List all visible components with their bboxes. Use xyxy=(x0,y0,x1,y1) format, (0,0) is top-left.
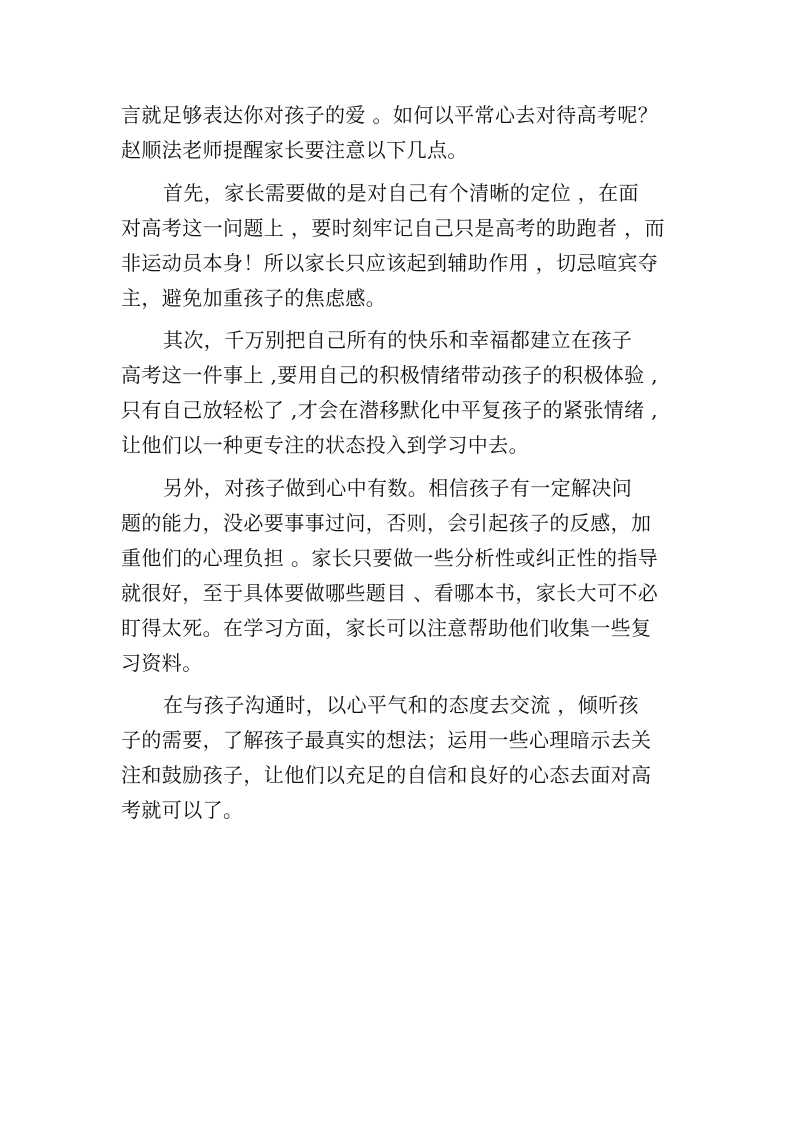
text-line: 在与孩子沟通时，以心平气和的态度去交流 ，倾听孩 xyxy=(163,693,639,717)
text-line: 重他们的心理负担 。家长只要做一些分析性或纠正性的指导 xyxy=(121,545,659,570)
paragraph-1 xyxy=(121,98,669,168)
paragraph-2 xyxy=(121,176,669,316)
text-line: 言就足够表达你对孩子的爱 。如何以平常心去对待高考呢？ xyxy=(121,103,659,127)
text-line: 只有自己放轻松了 ,才会在潜移默化中平复孩子的紧张情绪 , xyxy=(121,398,659,422)
text-line: 就很好，至于具体要做哪些题目 、看哪本书，家长大可不必 xyxy=(121,580,659,605)
text-line: 非运动员本身！所以家长只应该起到辅助作用 ，切忌喧宾夺 xyxy=(121,250,659,275)
paragraph-3 xyxy=(121,323,669,463)
text-line: 对高考这一问题上 ，要时刻牢记自己只是高考的助跑者 ，而 xyxy=(121,215,665,240)
document-body xyxy=(121,98,669,828)
text-line: 赵顺法老师提醒家长要注意以下几点。 xyxy=(121,138,468,162)
text-line: 习资料。 xyxy=(121,650,203,675)
text-line: 另外，对孩子做到心中有数。相信孩子有一定解决问 xyxy=(163,475,633,500)
text-line: 题的能力，没必要事事过问，否则，会引起孩子的反感，加 xyxy=(121,510,652,535)
text-line: 注和鼓励孩子，让他们以充足的自信和良好的心态去面对高 xyxy=(121,763,652,787)
text-line: 主，避免加重孩子的焦虑感。 xyxy=(121,285,387,310)
text-line: 让他们以一种更专注的状态投入到学习中去。 xyxy=(121,433,529,457)
text-line: 考就可以了。 xyxy=(121,798,244,822)
text-line: 子的需要，了解孩子最真实的想法；运用一些心理暗示去关 xyxy=(121,728,652,752)
text-line: 盯得太死。在学习方面，家长可以注意帮助他们收集一些复 xyxy=(121,615,652,640)
text-line: 首先，家长需要做的是对自己有个清晰的定位 ，在面 xyxy=(163,180,639,205)
paragraph-5 xyxy=(121,688,669,828)
text-line: 高考这一件事上 ,要用自己的积极情绪带动孩子的积极体验 , xyxy=(121,363,659,387)
paragraph-4 xyxy=(121,471,669,681)
text-line: 其次，千万别把自己所有的快乐和幸福都建立在孩子 xyxy=(163,328,633,352)
